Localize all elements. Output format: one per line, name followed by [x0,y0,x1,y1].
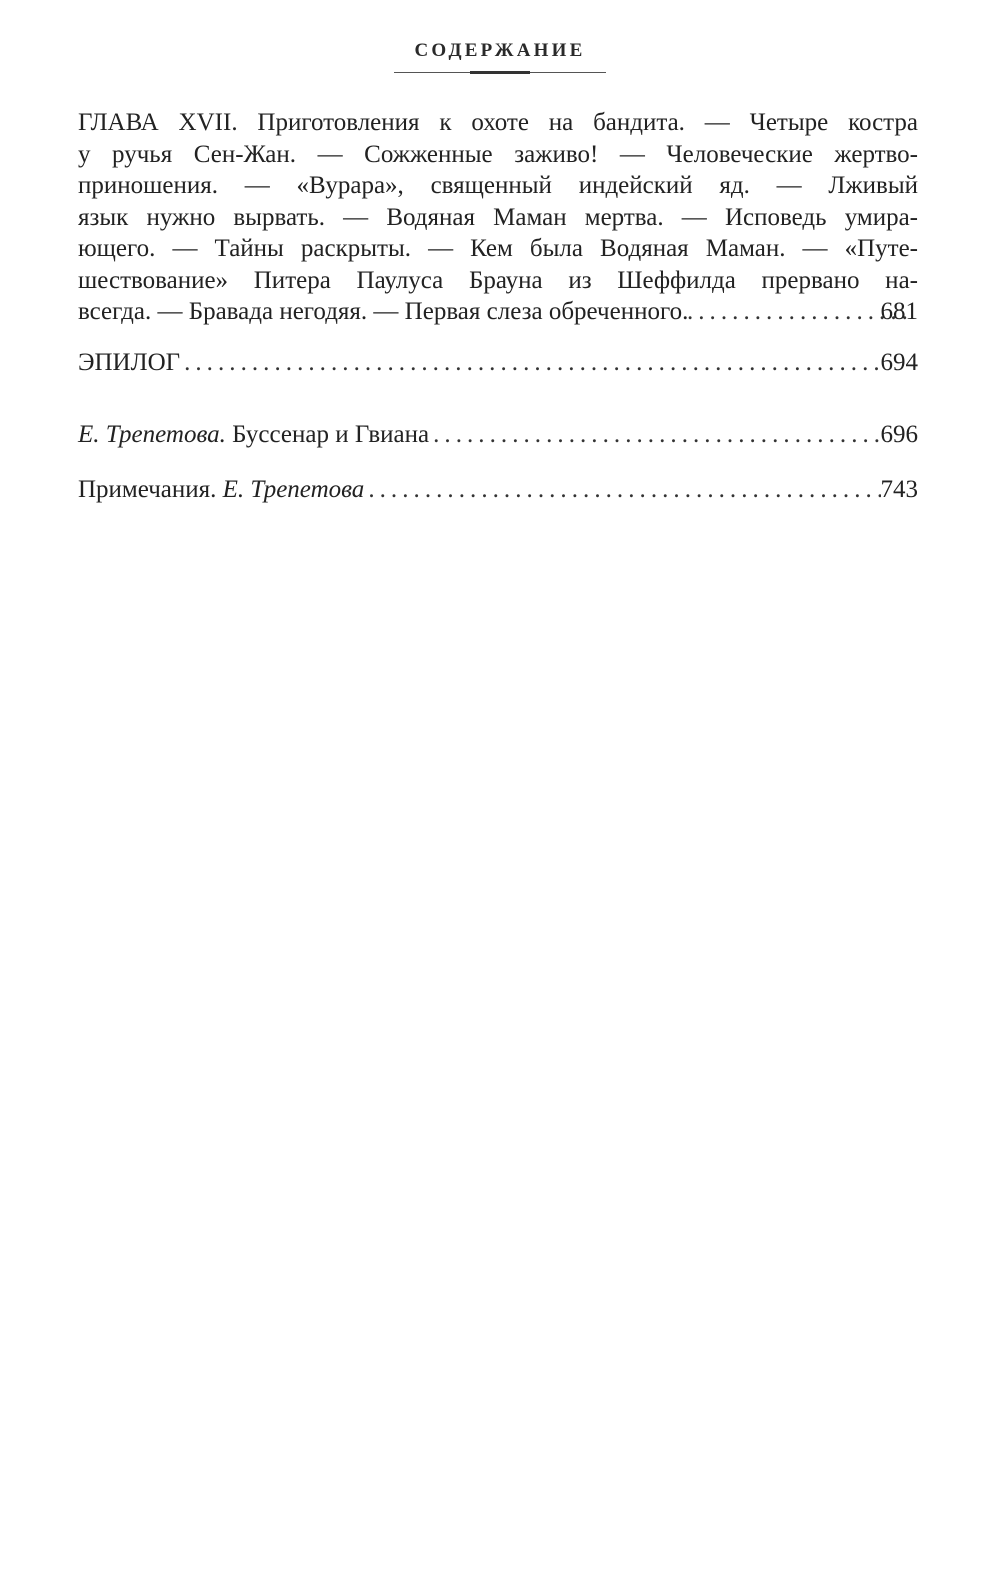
toc-entry-afterword[interactable] [78,419,918,451]
notes-page-number: 743 [880,475,918,503]
dot-leader [688,296,908,328]
chapter-17-line-4: язык нужно вырвать. — Водяная Маман мертва. — Исповедь умира- [78,203,918,231]
dot-leader [429,419,880,451]
afterword-page-number: 696 [880,421,918,448]
epilog-page-number: 694 [880,348,918,376]
epilog-label: ЭПИЛОГ [78,348,181,376]
chapter-17-line-2: у ручья Сен-Жан. — Сожженные заживо! — Человеческие жертво- [78,140,918,168]
chapter-17-line-6: шествование» Питера Паулуса Брауна из Шеффилда прервано на- [78,266,918,294]
chapter-17-last-line [78,296,918,328]
dot-leader [180,347,880,379]
dot-leader [364,474,880,506]
toc-entry-notes[interactable] [78,474,918,506]
toc-entry-chapter-17[interactable] [78,107,918,328]
chapter-17-page-number: 681 [880,298,918,325]
chapter-17-line-1: ГЛАВА XVII. Приготовления к охоте на бандита. — Четыре костра [78,109,918,136]
running-head [0,40,1000,73]
chapter-17-line-3: приношения. — «Вурара», священный индейский яд. — Лживый [78,172,918,199]
chapter-17-line-7: всегда. — Бравада негодяя. — Первая слеза обреченного. [78,298,689,325]
afterword-text [78,419,429,451]
afterword-title: Буссенар и Гвиана [232,421,430,448]
table-of-contents [78,107,918,505]
header-rule [394,72,606,73]
notes-label: Примечания. [78,475,217,503]
notes-author: Е. Трепетова [222,475,365,503]
page-title: СОДЕРЖАНИЕ [414,40,586,61]
chapter-17-line-5: ющего. — Тайны раскрыты. — Кем была Водяная Маман. — «Путе- [78,235,918,262]
toc-entry-epilog[interactable] [78,347,918,379]
afterword-author: Е. Трепетова. [78,421,226,448]
notes-text [78,474,364,506]
